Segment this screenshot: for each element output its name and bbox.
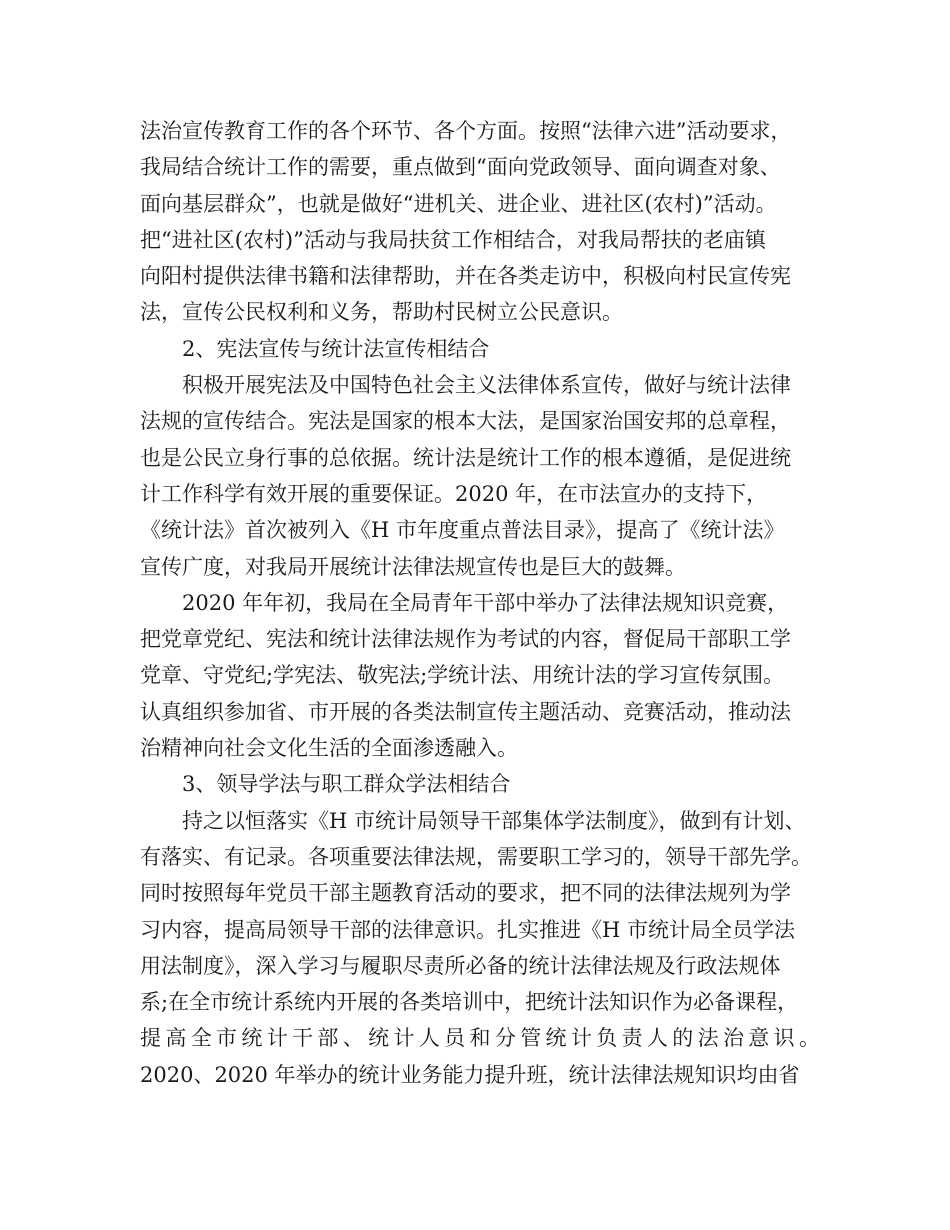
text-line: 宣传广度，对我局开展统计法律法规宣传也是巨大的鼓舞。: [140, 554, 686, 579]
text-line: 法，宣传公民权利和义务，帮助村民树立公民意识。: [140, 300, 623, 325]
section-heading: 2、宪法宣传与统计法宣传相结合: [182, 336, 490, 361]
text-line: 向阳村提供法律书籍和法律帮助，并在各类走访中，积极向村民宣传宪: [140, 264, 791, 289]
text-line: 积极开展宪法及中国特色社会主义法律体系宣传，做好与统计法律: [182, 373, 791, 398]
text-line: 持之以恒落实《H 市统计局领导干部集体学法制度》，做到有计划、: [182, 808, 806, 833]
text-line: 法规的宣传结合。宪法是国家的根本大法，是国家治国安邦的总章程，: [140, 409, 791, 434]
text-line: 把党章党纪、宪法和统计法律法规作为考试的内容，督促局干部职工学: [140, 627, 791, 652]
document-body: [140, 113, 820, 1093]
text-line: 党章、守党纪;学宪法、敬宪法;学统计法、用统计法的学习宣传氛围。: [140, 663, 785, 688]
text-line: 我局结合统计工作的需要，重点做到“面向党政领导、面向调查对象、: [140, 155, 781, 180]
text-line: 系;在全市统计系统内开展的各类培训中，把统计法知识作为必备课程，: [140, 990, 799, 1015]
text-line: 法治宣传教育工作的各个环节、各个方面。按照“法律六进”活动要求，: [140, 119, 792, 143]
text-line: 计工作科学有效开展的重要保证。2020 年，在市法宣办的支持下，: [140, 481, 768, 506]
text-line: 用法制度》，深入学习与履职尽责所必备的统计法律法规及行政法规体: [140, 953, 781, 978]
text-line: 有落实、有记录。各项重要法律法规，需要职工学习的，领导干部先学。: [140, 844, 812, 869]
text-line: 提高全市统计干部、统计人员和分管统计负责人的法治意识。: [140, 1026, 820, 1051]
text-line: 习内容，提高局领导干部的法律意识。扎实推进《H 市统计局全员学法: [140, 917, 795, 942]
text-line: 同时按照每年党员干部主题教育活动的要求，把不同的法律法规列为学: [140, 881, 791, 906]
section-heading: 3、领导学法与职工群众学法相结合: [182, 772, 511, 797]
text-line: 2020、2020 年举办的统计业务能力提升班，统计法律法规知识均由省: [140, 1062, 800, 1087]
text-line: 治精神向社会文化生活的全面渗透融入。: [140, 736, 518, 761]
text-line: 把“进社区(农村)”活动与我局扶贫工作相结合，对我局帮扶的老庙镇: [140, 227, 766, 252]
text-line: 面向基层群众”，也就是做好“进机关、进企业、进社区(农村)”活动。: [140, 191, 777, 216]
text-line: 认真组织参加省、市开展的各类法制宣传主题活动、竞赛活动，推动法: [140, 699, 791, 724]
text-line: 2020 年年初，我局在全局青年干部中举办了法律法规知识竞赛，: [182, 590, 789, 615]
text-line: 也是公民立身行事的总依据。统计法是统计工作的根本遵循，是促进统: [140, 445, 791, 470]
text-line: 《统计法》首次被列入《H 市年度重点普法目录》，提高了《统计法》: [140, 518, 785, 543]
